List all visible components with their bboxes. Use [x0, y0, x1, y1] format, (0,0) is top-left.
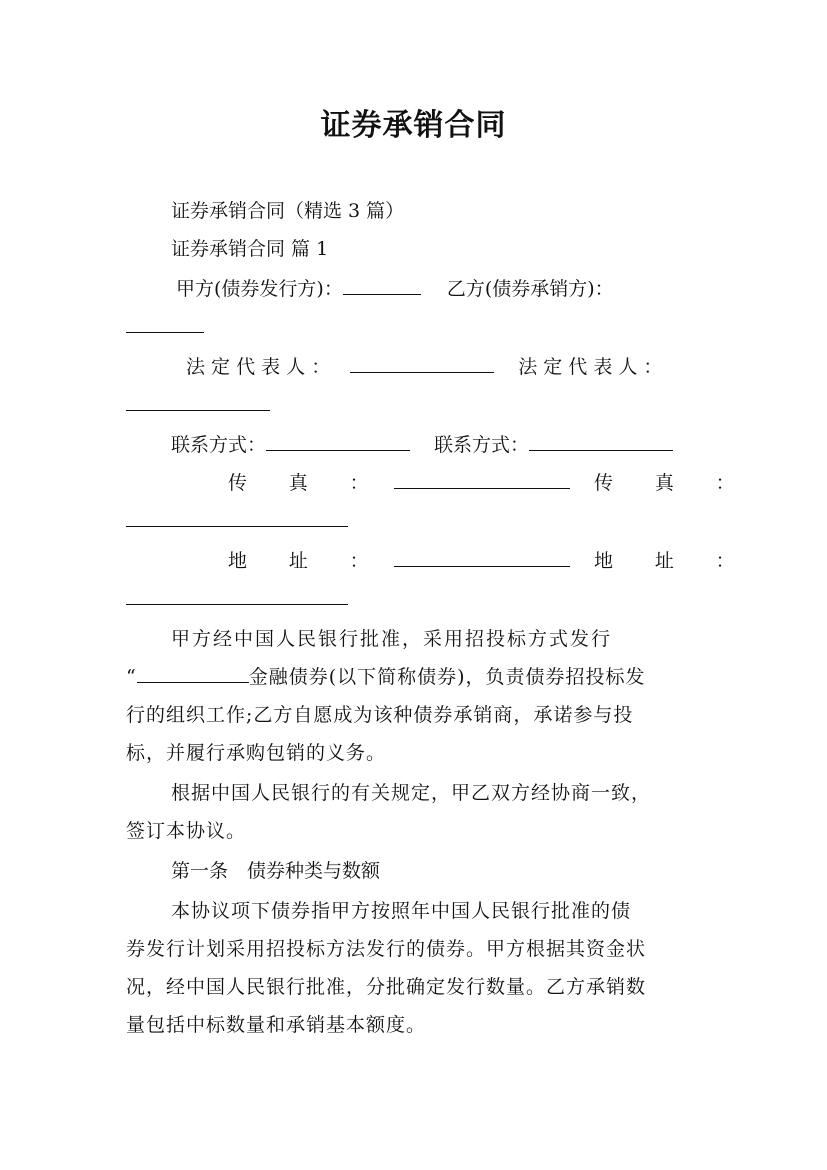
rep-a-label: 法 定 代 表 人 ： — [186, 356, 331, 378]
paragraph-3-line-3: 况，经中国人民银行批准，分批确定发行数量。乙方承销数 — [126, 976, 647, 998]
fax-b-blank-line — [126, 508, 706, 534]
addr-b-blank — [126, 586, 348, 605]
contact-a-blank — [266, 432, 410, 451]
party-a-blank — [343, 276, 421, 295]
subtitle: 证券承销合同（精选 3 篇） — [171, 200, 405, 222]
rep-a-blank — [350, 354, 494, 373]
fax-line — [228, 470, 747, 496]
address-line — [228, 548, 747, 574]
addr-b-label: 地 址 ： — [594, 550, 747, 572]
fax-a-label: 传 真 ： — [228, 472, 381, 494]
contact-line — [171, 432, 706, 458]
paragraph-1-line-2 — [126, 664, 706, 690]
addr-a-blank — [394, 548, 570, 567]
party-b-blank-line — [126, 314, 706, 340]
paragraph-1-line-3: 行的组织工作;乙方自愿成为该种债券承销商，承诺参与投 — [126, 704, 634, 726]
rep-b-label: 法 定 代 表 人 ： — [518, 356, 663, 378]
contact-a-label: 联系方式： — [171, 434, 267, 456]
paragraph-1-line-1: 甲方经中国人民银行批准，采用招投标方式发行 — [171, 628, 613, 650]
paragraph-2-line-2: 签订本协议。 — [126, 820, 247, 842]
rep-b-blank-line — [126, 392, 706, 418]
addr-a-label: 地 址 ： — [228, 550, 381, 572]
section-heading: 证券承销合同 篇 1 — [171, 238, 329, 260]
fax-b-label: 传 真 ： — [594, 472, 747, 494]
article-1-heading: 第一条 债券种类与数额 — [171, 860, 381, 882]
party-b-blank — [126, 314, 204, 333]
party-b-label: 乙方(债券承销方)： — [446, 278, 614, 300]
paragraph-1-line-4: 标，并履行承购包销的义务。 — [126, 742, 387, 764]
party-line — [176, 276, 706, 302]
paragraph-2-line-1: 根据中国人民银行的有关规定，甲乙双方经协商一致， — [171, 782, 652, 804]
contact-b-blank — [529, 432, 673, 451]
rep-b-blank — [126, 392, 270, 411]
party-a-label: 甲方(债券发行方)： — [176, 278, 343, 300]
paragraph-1-line-2-text: 金融债券(以下简称债券)，负责债券招投标发 — [248, 666, 646, 688]
open-quote: “ — [126, 666, 137, 688]
paragraph-3-line-4: 量包括中标数量和承销基本额度。 — [126, 1014, 427, 1036]
document-title: 证券承销合同 — [320, 108, 507, 143]
fax-a-blank — [394, 470, 570, 489]
paragraph-3-line-1: 本协议项下债券指甲方按照年中国人民银行批准的债 — [171, 900, 632, 922]
contact-b-label: 联系方式： — [434, 434, 530, 456]
paragraph-3-line-2: 券发行计划采用招投标方法发行的债券。甲方根据其资金状 — [126, 938, 647, 960]
fax-b-blank — [126, 508, 348, 527]
addr-b-blank-line — [126, 586, 706, 612]
bond-name-blank — [137, 664, 249, 683]
rep-line — [186, 354, 706, 380]
